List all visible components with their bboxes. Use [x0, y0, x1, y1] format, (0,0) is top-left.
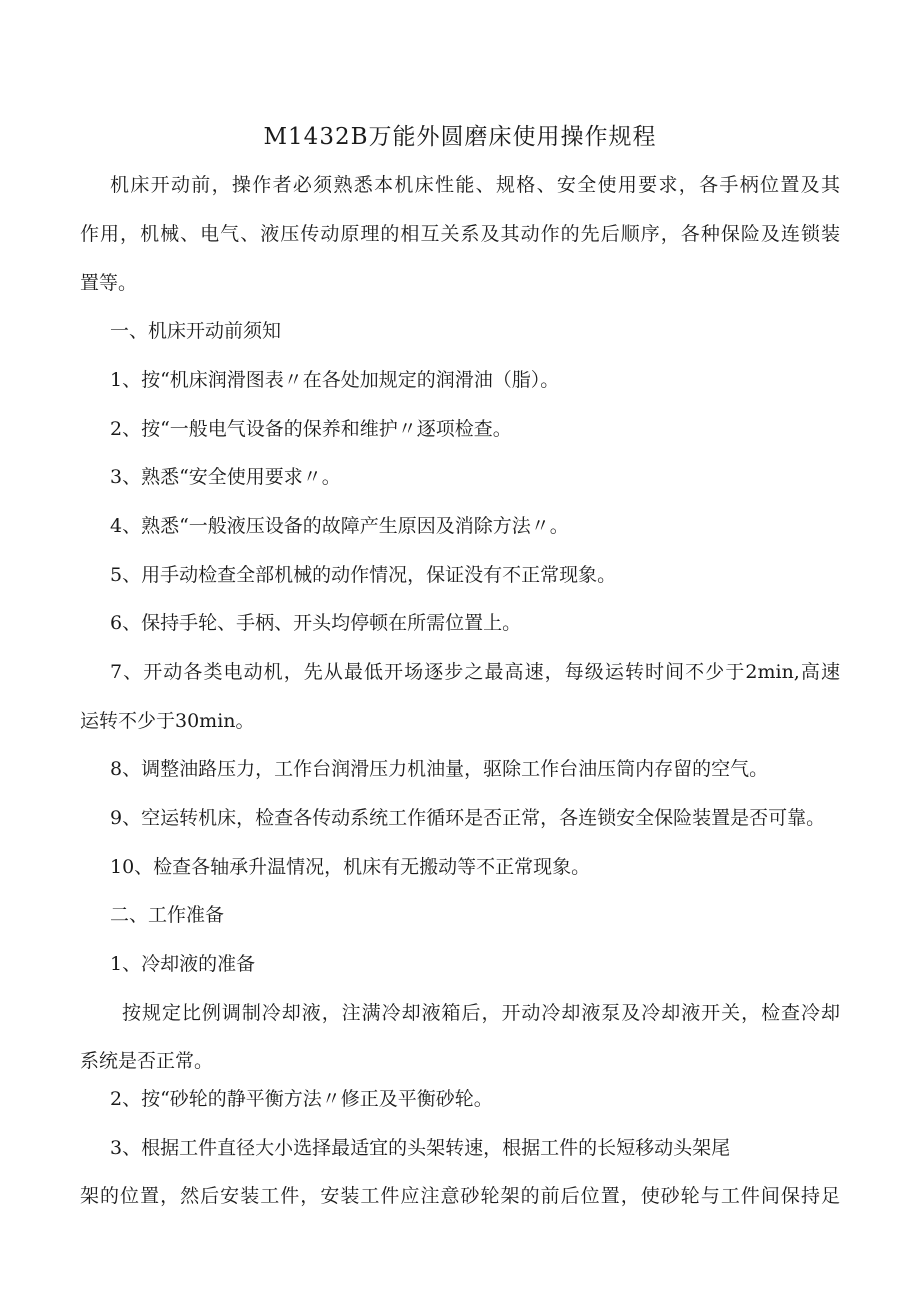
paragraph-line: 系统是否正常。: [80, 1050, 214, 1072]
list-item: 7、开动各类电动机，先从最低开场逐步之最高速，每级运转时间不少于2min,高速: [110, 661, 840, 683]
list-item: 1、冷却液的准备: [110, 953, 256, 975]
paragraph-line: 架的位置，然后安装工件，安装工件应注意砂轮架的前后位置，使砂轮与工件间保持足: [80, 1185, 840, 1207]
intro-line-2: 作用，机械、电气、液压传动原理的相互关系及其动作的先后顺序，各种保险及连锁装: [80, 223, 840, 245]
list-item: 3、熟悉“安全使用要求〃。: [110, 466, 341, 488]
list-item: 5、用手动检查全部机械的动作情况，保证没有不正常现象。: [110, 564, 617, 586]
section-heading-2: 二、工作准备: [110, 904, 225, 926]
list-item: 8、调整油路压力，工作台润滑压力机油量，驱除工作台油压筒内存留的空气。: [110, 758, 769, 780]
list-item: 9、空运转机床，检查各传动系统工作循环是否正常，各连锁安全保险装置是否可靠。: [110, 807, 826, 829]
list-item: 1、按“机床润滑图表〃在各处加规定的润滑油（脂）。: [110, 369, 560, 391]
intro-line-3: 置等。: [80, 272, 138, 294]
list-item: 3、根据工件直径大小选择最适宜的头架转速，根据工件的长短移动头架尾: [110, 1137, 731, 1159]
list-item-continuation: 运转不少于30min。: [80, 710, 255, 732]
list-item: 2、按“一般电气设备的保养和维护〃逐项检查。: [110, 418, 512, 440]
paragraph-line: 按规定比例调制冷却液，注满冷却液箱后，开动冷却液泵及冷却液开关，检查冷却: [122, 1002, 840, 1024]
intro-line-1: 机床开动前，操作者必须熟悉本机床性能、规格、安全使用要求，各手柄位置及其: [110, 174, 840, 196]
list-item: 10、检查各轴承升温情况，机床有无搬动等不正常现象。: [110, 856, 591, 878]
list-item: 6、保持手轮、手柄、开头均停顿在所需位置上。: [110, 612, 522, 634]
list-item: 2、按“砂轮的静平衡方法〃修正及平衡砂轮。: [110, 1088, 493, 1110]
page-title: M1432B万能外圆磨床使用操作规程: [263, 124, 657, 150]
section-heading-1: 一、机床开动前须知: [110, 320, 282, 342]
list-item: 4、熟悉“一般液压设备的故障产生原因及消除方法〃。: [110, 515, 569, 537]
